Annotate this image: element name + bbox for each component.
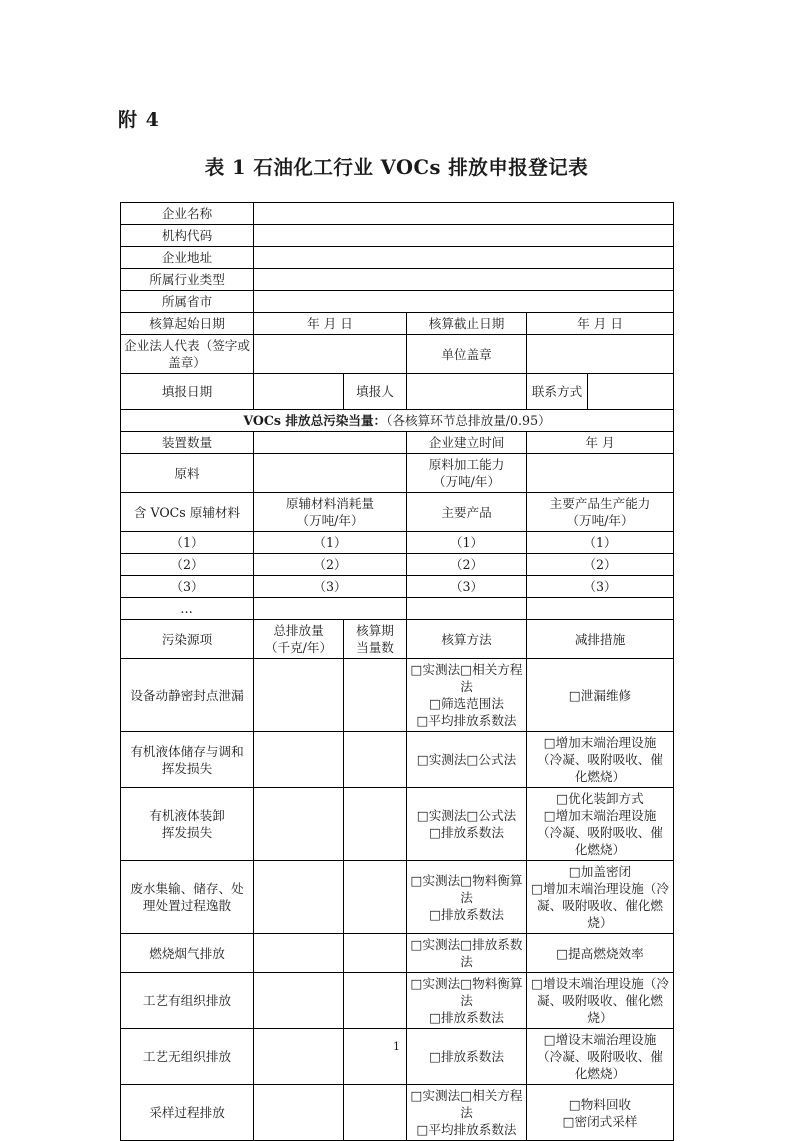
material-consumption-line1: 原辅材料消耗量 [285,496,375,511]
header-main-product: 主要产品 [407,493,527,532]
methods-combustion-flue-gas[interactable] [407,934,527,973]
processing-capacity-line1: 原料加工能力 [428,457,505,472]
total-emission-line1: 总排放量 [273,623,324,638]
source-line1: 有机液体储存与调和 [130,743,244,759]
equiv-combustion-flue-gas[interactable] [344,934,407,973]
method-option[interactable]: □排放系数法 [429,906,504,922]
table-row [121,1085,674,1141]
table-row [121,598,674,620]
table-row [121,335,674,374]
measure-option: 凝、吸附吸收、催化燃烧） [537,993,663,1025]
attachment-label: 附 4 [118,109,160,131]
methods-wastewater-fugitive[interactable] [407,861,527,934]
measures-process-fugitive[interactable] [527,1029,674,1085]
page-number: 1 [393,1040,400,1053]
measures-organic-liquid-loading[interactable] [527,788,674,861]
measure-option: 化燃烧） [574,1066,626,1081]
source-equipment-seal-leak: 设备动静密封点泄漏 [121,659,254,732]
table-header-row [121,620,674,659]
label-device-count: 装置数量 [121,432,254,454]
product-capacity-item-1[interactable]: （1） [527,532,674,554]
measure-option[interactable]: □提高燃烧效率 [556,945,644,961]
measure-option[interactable]: □加盖密闭 [568,864,632,879]
source-line2: 理处置过程逸散 [142,898,232,913]
field-company-seal[interactable] [527,335,674,374]
field-filing-person[interactable] [407,374,527,410]
header-product-capacity [527,493,674,532]
methods-sampling-emission[interactable] [407,1085,527,1141]
table-row [121,554,674,576]
measure-option: （冷凝、吸附吸收、催 [537,825,663,840]
label-company-address: 企业地址 [121,247,254,269]
source-line1: 废水集输、储存、处 [130,881,244,896]
table-row [121,788,674,861]
measure-option[interactable]: □物料回收 [568,1096,632,1112]
method-option[interactable]: □实测法□公式法 [416,752,517,767]
processing-capacity-line2: （万吨/年） [432,474,501,489]
header-material-consumption [254,493,407,532]
methods-process-fugitive[interactable] [407,1029,527,1085]
header-pollution-source: 污染源项 [121,620,254,659]
total-combustion-flue-gas[interactable] [254,934,344,973]
field-province-city[interactable] [254,291,674,313]
header-total-emission [254,620,344,659]
measure-option[interactable]: □增加末端治理设施 [543,808,657,823]
total-equipment-seal-leak[interactable] [254,659,344,732]
header-vocs-materials: 含 VOCs 原辅材料 [121,493,254,532]
consumption-item-3[interactable]: （3） [254,576,407,598]
measure-option: 凝、吸附吸收、催化燃烧） [537,898,663,930]
table-row [121,532,674,554]
source-combustion-flue-gas: 燃烧烟气排放 [121,934,254,973]
measure-option: 化燃烧） [574,842,626,857]
table-row [121,454,674,493]
label-org-code: 机构代码 [121,225,254,247]
table-row [121,247,674,269]
field-processing-capacity[interactable] [527,454,674,493]
method-option[interactable]: □实测法□相关方程法 [410,662,523,694]
method-option[interactable]: □实测法□排放系数法 [410,937,523,969]
header-reduction-measure: 减排措施 [527,620,674,659]
measures-wastewater-fugitive[interactable] [527,861,674,934]
field-contact[interactable] [588,374,674,410]
total-process-fugitive[interactable] [254,1029,344,1085]
measures-combustion-flue-gas[interactable] [527,934,674,973]
label-company-name: 企业名称 [121,203,254,225]
product-item-1[interactable]: （1） [407,532,527,554]
measure-option[interactable]: □泄漏维修 [568,687,632,703]
label-province-city: 所属省市 [121,291,254,313]
measure-option: （冷凝、吸附吸收、催 [537,752,663,767]
total-process-organized[interactable] [254,973,344,1029]
table-row [121,225,674,247]
equiv-organic-liquid-storage[interactable] [344,732,407,788]
equiv-equipment-seal-leak[interactable] [344,659,407,732]
methods-process-organized[interactable] [407,973,527,1029]
table-row [121,313,674,335]
measures-process-organized[interactable] [527,973,674,1029]
methods-organic-liquid-loading[interactable] [407,788,527,861]
source-process-fugitive: 工艺无组织排放 [121,1029,254,1085]
table-row [121,861,674,934]
label-filing-date: 填报日期 [121,374,254,410]
table-row [121,934,674,973]
label-raw-material: 原料 [121,454,254,493]
table-row [121,291,674,313]
table-row [121,269,674,291]
measure-option[interactable]: □优化装卸方式 [556,791,644,806]
header-equivalent-count [344,620,407,659]
table-row [121,432,674,454]
total-emission-line2: （千克/年） [264,640,333,655]
label-contact: 联系方式 [527,374,588,410]
label-legal-representative: 企业法人代表（签字或盖章） [121,335,254,374]
measure-option: （冷凝、吸附吸收、催 [537,1049,663,1064]
measure-option[interactable]: □增设末端治理设施 [543,1032,657,1047]
equiv-wastewater-fugitive[interactable] [344,861,407,934]
source-organic-liquid-storage [121,732,254,788]
product-capacity-item-more[interactable] [527,598,674,620]
product-capacity-item-3[interactable]: （3） [527,576,674,598]
equivalent-count-line1: 核算期 [356,623,394,638]
field-period-end[interactable]: 年 月 日 [527,313,674,335]
label-period-start: 核算起始日期 [121,313,254,335]
source-wastewater-fugitive [121,861,254,934]
source-line2: 挥发损失 [161,760,213,776]
vocs-banner-bold: VOCs 排放总污染当量： [243,413,387,428]
table-header-row [121,493,674,532]
field-org-code[interactable] [254,225,674,247]
header-accounting-method: 核算方法 [407,620,527,659]
product-item-more[interactable] [407,598,527,620]
material-item-more: … [121,598,254,620]
field-company-name[interactable] [254,203,674,225]
measure-option[interactable]: □增设末端治理设施（冷 [531,976,669,991]
label-processing-capacity [407,454,527,493]
product-capacity-item-2[interactable]: （2） [527,554,674,576]
method-option[interactable]: □实测法□物料衡算法 [410,872,523,905]
total-organic-liquid-storage[interactable] [254,732,344,788]
total-organic-liquid-loading[interactable] [254,788,344,861]
method-option[interactable]: □实测法□相关方程法 [410,1088,523,1120]
consumption-item-2[interactable]: （2） [254,554,407,576]
table-row [121,374,674,410]
measures-organic-liquid-storage[interactable] [527,732,674,788]
table-row [121,203,674,225]
field-filing-date[interactable] [254,374,344,410]
label-build-time: 企业建立时间 [407,432,527,454]
measures-sampling-emission[interactable] [527,1085,674,1141]
source-process-organized: 工艺有组织排放 [121,973,254,1029]
label-company-seal: 单位盖章 [407,335,527,374]
method-option[interactable]: □筛选范围法 [429,696,504,711]
product-capacity-line2: （万吨/年） [566,513,634,528]
label-industry-type: 所属行业类型 [121,269,254,291]
vocs-declaration-form [120,202,674,1141]
method-option[interactable]: □平均排放系数法 [416,1122,517,1137]
consumption-item-more[interactable] [254,598,407,620]
measure-option[interactable]: □密闭式采样 [562,1113,638,1129]
source-line2: 挥发损失 [161,825,213,840]
total-sampling-emission[interactable] [254,1085,344,1141]
product-item-2[interactable]: （2） [407,554,527,576]
table-row [121,576,674,598]
field-company-address[interactable] [254,247,674,269]
field-period-start[interactable]: 年 月 日 [254,313,407,335]
methods-equipment-seal-leak[interactable] [407,659,527,732]
method-option[interactable]: □实测法□公式法 [416,808,517,823]
label-filing-person: 填报人 [344,374,407,410]
material-item-2[interactable]: （2） [121,554,254,576]
method-option[interactable]: □平均排放系数法 [416,713,517,728]
equiv-organic-liquid-loading[interactable] [344,788,407,861]
equiv-sampling-emission[interactable] [344,1085,407,1141]
table-row [121,410,674,432]
field-device-count[interactable] [254,432,407,454]
equiv-process-organized[interactable] [344,973,407,1029]
method-option[interactable]: □排放系数法 [429,1049,504,1064]
measures-equipment-seal-leak[interactable] [527,659,674,732]
methods-organic-liquid-storage[interactable] [407,732,527,788]
equivalent-count-line2: 当量数 [356,640,394,655]
measure-option[interactable]: □增加末端治理设施（冷 [531,881,669,896]
equiv-process-fugitive[interactable] [344,1029,407,1085]
label-period-end: 核算截止日期 [407,313,527,335]
method-option[interactable]: □排放系数法 [429,825,504,840]
measure-option: 化燃烧） [574,769,626,784]
table-row [121,1029,674,1085]
material-consumption-line2: （万吨/年） [296,513,364,528]
method-option[interactable]: □实测法□物料衡算法 [410,976,523,1008]
material-item-3[interactable]: （3） [121,576,254,598]
product-capacity-line1: 主要产品生产能力 [549,496,651,511]
field-industry-type[interactable] [254,269,674,291]
table-row [121,659,674,732]
page-title: 表 1 石油化工行业 VOCs 排放申报登记表 [204,156,589,179]
vocs-banner-note: （各核算环节总排放量/0.95） [386,413,551,428]
consumption-item-1[interactable]: （1） [254,532,407,554]
product-item-3[interactable]: （3） [407,576,527,598]
table-row [121,732,674,788]
measure-option[interactable]: □增加末端治理设施 [543,735,657,750]
source-organic-liquid-loading [121,788,254,861]
source-line1: 有机液体装卸 [149,808,225,823]
vocs-total-equivalent-banner [121,410,674,432]
field-raw-material[interactable] [254,454,407,493]
total-wastewater-fugitive[interactable] [254,861,344,934]
material-item-1[interactable]: （1） [121,532,254,554]
source-sampling-emission: 采样过程排放 [121,1085,254,1141]
field-build-time[interactable]: 年 月 [527,432,674,454]
method-option[interactable]: □排放系数法 [429,1010,504,1025]
field-legal-representative[interactable] [254,335,407,374]
table-row [121,973,674,1029]
